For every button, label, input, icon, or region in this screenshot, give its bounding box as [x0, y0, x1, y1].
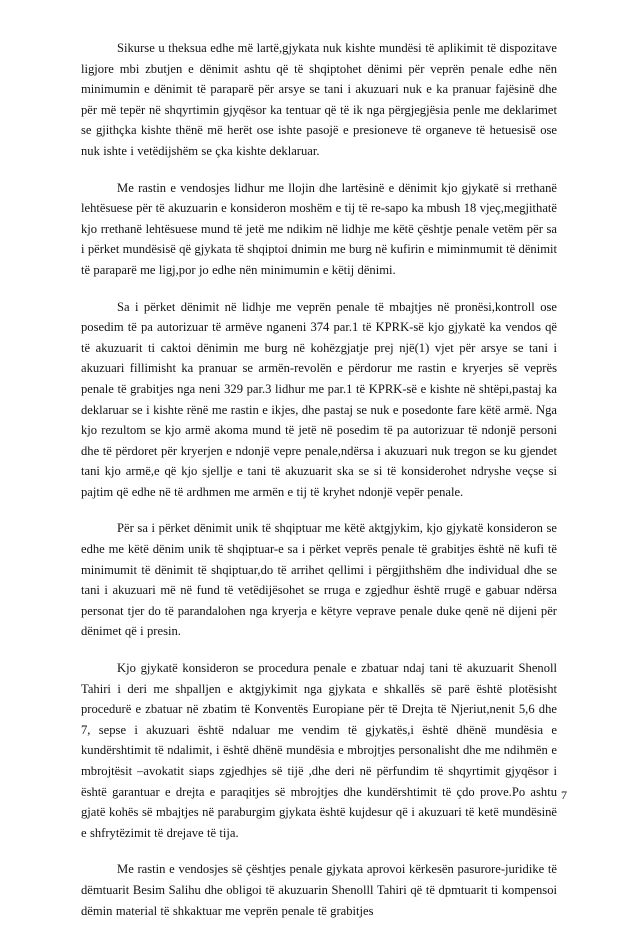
paragraph-procedural-rights: Kjo gjykatë konsideron se procedura penale e zbatuar ndaj tani të akuzuarit Shenoll Tahiri i deri me shpalljen e aktgjykimit nga gjykata e shkallës së parë është plotësisht procedurë e zbatuar në zbatim të Konventës Europiane për të Drejta të Njeriut,nenit 5,6 dhe 7, sepse i akuzuari është ndaluar me vendim të gjykatës,i është dhënë mundësia e kundërshtimit të ndalimit, i është dhënë mundësia e mbrojtjes personalisht dhe me ndihmën e mbrojtësit –avokatit siaps zgjedhjes së tijë ,dhe deri në përfundim të shqyrtimit gjyqësor i është garantuar e drejta e paraqitjes së mbrojtjes dhe kundërshtimit të çdo prove.Po ashtu gjatë kohës së mbajtjes në paraburgim gjykata është kujdesur që i akuzuari të ketë mundësinë e shfrytëzimit të drejave të tija.: [81, 661, 557, 840]
paragraph-property-claim: Me rastin e vendosjes së çështjes penale gjykata aprovoi kërkesën pasurore-juridike të dëmtuarit Besim Salihu dhe obligoi të akuzuarin Shenolll Tahiri që të dpmtuarit ti kompensoi dëmin material të shkaktuar me veprën penale të grabitjes: [81, 862, 557, 918]
paragraph-sentencing-mitigation: Sikurse u theksua edhe më lartë,gjykata nuk kishte mundësi të aplikimit të dispozitave ligjore mbi zbutjen e dënimit ashtu që të shqiptohet dënimi për veprën penale edhe nën minimumin e dënimit të paraparë për arsye se tani i akuzuari nuk e ka pranuar fajësinë dhe për më tepër në shqyrtimin gjyqësor ka tentuar që të ik nga përgjegjësia penle me deklarimet se gjithçka kishte thënë më herët ose ishte pasojë e presioneve të organeve të hetuesisë ose nuk ishte i vetëdijshëm se çka kishte deklaruar.: [81, 41, 557, 158]
document-body: [81, 38, 557, 937]
paragraph-unified-sentence: Për sa i përket dënimit unik të shqiptuar me këtë aktgjykim, kjo gjykatë konsideron se edhe me këtë dënim unik të shqiptuar-e sa i përket veprës penale të grabitjes është në kufi të minimumit të dënimit të shqiptuar,do të arrihet qellimi i përgjithshëm dhe individual dhe se tani i akuzuari më në fund të vetëdijësohet se rruga e zgjedhur është rrugë e gabuar ndërsa personat tjer do të parandalohen nga kryerja e këtyre veprave penale duke qenë në dijeni për dënimet që i presin.: [81, 521, 557, 639]
page-number: 7: [561, 788, 567, 802]
paragraph-weapons-sentence: Sa i përket dënimit në lidhje me veprën penale të mbajtjes në pronësi,kontroll ose posedim të pa autorizuar të armëve nganeni 374 par.1 të KPRK-së kjo gjykatë ka vendos që të akuzuarit ti caktoi dënimin me burg në kohëzgjatje prej një(1) vjet për arsye se tani i akuzuari fillimisht ka pranuar se armën-revolën e përdorur me rastin e kryerjes së veprës penale të grabitjes nga neni 329 par.3 lidhur me par.1 të KPRK-së e kishte në shtëpi,pastaj ka deklaruar se i kishte rënë me rastin e ikjes, dhe pastaj se nuk e posedonte fare këtë armë. Nga kjo rezultom se kjo armë akoma mund të jetë në posedim të pa autorizuar të ndonjë personi dhe të përdoret për kryerjen e ndonjë vepre penale,ndërsa i akuzuari nuk tregon se ku gjendet tani kjo armë,e që kjo sjellje e tani të akuzuarit ska se si të konsiderohet ndryshe veçse si pajtim që edhe në të ardhmen me armën e tij të kryhet ndonjë vepër penale.: [81, 299, 557, 499]
paragraph-age-mitigating-circumstance: Me rastin e vendosjes lidhur me llojin dhe lartësinë e dënimit kjo gjykatë si rrethanë lehtësuese për të akuzuarin e konsideron moshëm e tij të re-sapo ka mbush 18 vjeç,megjithatë kjo rrethanë lehtësuese mund të jetë me ndikim në lidhje me këtë çështje penale vetëm për sa i përket mundësisë që gjykata të shqiptoi dnimin me burg në kufirin e miminmumit të dënimit të paraparë me ligj,por jo edhe nën minimumin e këtij dënimi.: [81, 180, 558, 277]
